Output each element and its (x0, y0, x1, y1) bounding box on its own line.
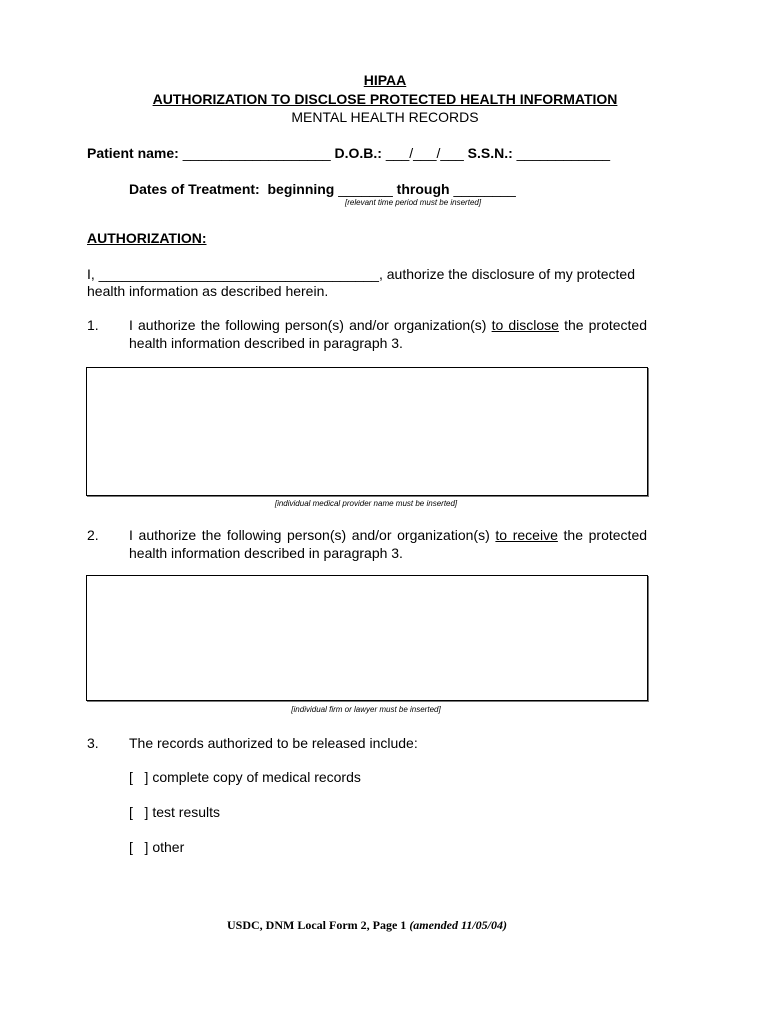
other-checkbox[interactable]: [ ] (129, 839, 149, 855)
authorizer-name-field[interactable]: ____________________________________ (98, 266, 379, 282)
authorization-prefix: I, (87, 266, 95, 282)
through-date-field[interactable]: ________ (453, 181, 516, 197)
through-label: through (396, 181, 450, 197)
option-other (129, 838, 184, 856)
item-1-suffix: the protected (564, 317, 648, 333)
beginning-date-field[interactable]: _______ (338, 181, 393, 197)
authorization-line-2: health information as described herein. (87, 283, 329, 299)
receiving-party-note: [individual firm or lawyer must be inserted] (291, 705, 441, 714)
form-subtitle: AUTHORIZATION TO DISCLOSE PROTECTED HEALTH INFORMATION (152, 91, 618, 107)
item-2-suffix: the protected (563, 527, 648, 543)
to-disclose-text: to disclose (491, 317, 559, 333)
complete-copy-checkbox[interactable]: [ ] (129, 769, 149, 785)
option-test-results (129, 803, 220, 821)
item-2-number: 2. (87, 527, 99, 543)
treatment-note: [relevant time period must be inserted] (345, 198, 482, 207)
item-2-line-2: health information described in paragraph 3. (129, 545, 403, 561)
other-label: other (152, 839, 185, 855)
disclosing-party-box[interactable] (86, 367, 648, 496)
item-2-prefix: I authorize the following person(s) and/or organization(s) (129, 527, 490, 543)
treatment-dates-line (129, 181, 516, 197)
item-1-number: 1. (87, 317, 99, 333)
beginning-label: beginning (267, 181, 335, 197)
item-1-line-1 (129, 316, 647, 334)
authorization-heading: AUTHORIZATION: (87, 230, 207, 246)
ssn-field[interactable]: ____________ (516, 145, 611, 161)
patient-info-line (87, 145, 610, 161)
form-title: HIPAA (363, 72, 407, 88)
dob-field[interactable]: ___/___/___ (385, 145, 464, 161)
test-results-label: test results (152, 804, 221, 820)
disclosing-party-note: [individual medical provider name must be inserted] (274, 499, 458, 508)
item-1-prefix: I authorize the following person(s) and/or organization(s) (129, 317, 487, 333)
form-footer (0, 918, 734, 933)
dob-label: D.O.B.: (334, 145, 382, 161)
footer-amended: (amended 11/05/04) (409, 918, 507, 932)
item-3-number: 3. (87, 735, 99, 751)
option-complete-copy (129, 768, 361, 786)
ssn-label: S.S.N.: (467, 145, 513, 161)
patient-name-label: Patient name: (87, 145, 179, 161)
test-results-checkbox[interactable]: [ ] (129, 804, 149, 820)
item-2-line-1 (129, 526, 647, 544)
patient-name-field[interactable]: ___________________ (182, 145, 331, 161)
authorization-line-1 (87, 265, 646, 283)
treatment-label: Dates of Treatment: (129, 181, 260, 197)
item-1-line-2: health information described in paragraph 3. (129, 335, 403, 351)
item-3-text: The records authorized to be released include: (129, 735, 418, 751)
complete-copy-label: complete copy of medical records (152, 769, 361, 785)
to-receive-text: to receive (495, 527, 558, 543)
records-type: MENTAL HEALTH RECORDS (291, 109, 479, 125)
authorization-suffix: , authorize the disclosure of my protected (378, 266, 636, 282)
receiving-party-box[interactable] (86, 575, 648, 701)
footer-text: USDC, DNM Local Form 2, Page 1 (227, 918, 407, 932)
